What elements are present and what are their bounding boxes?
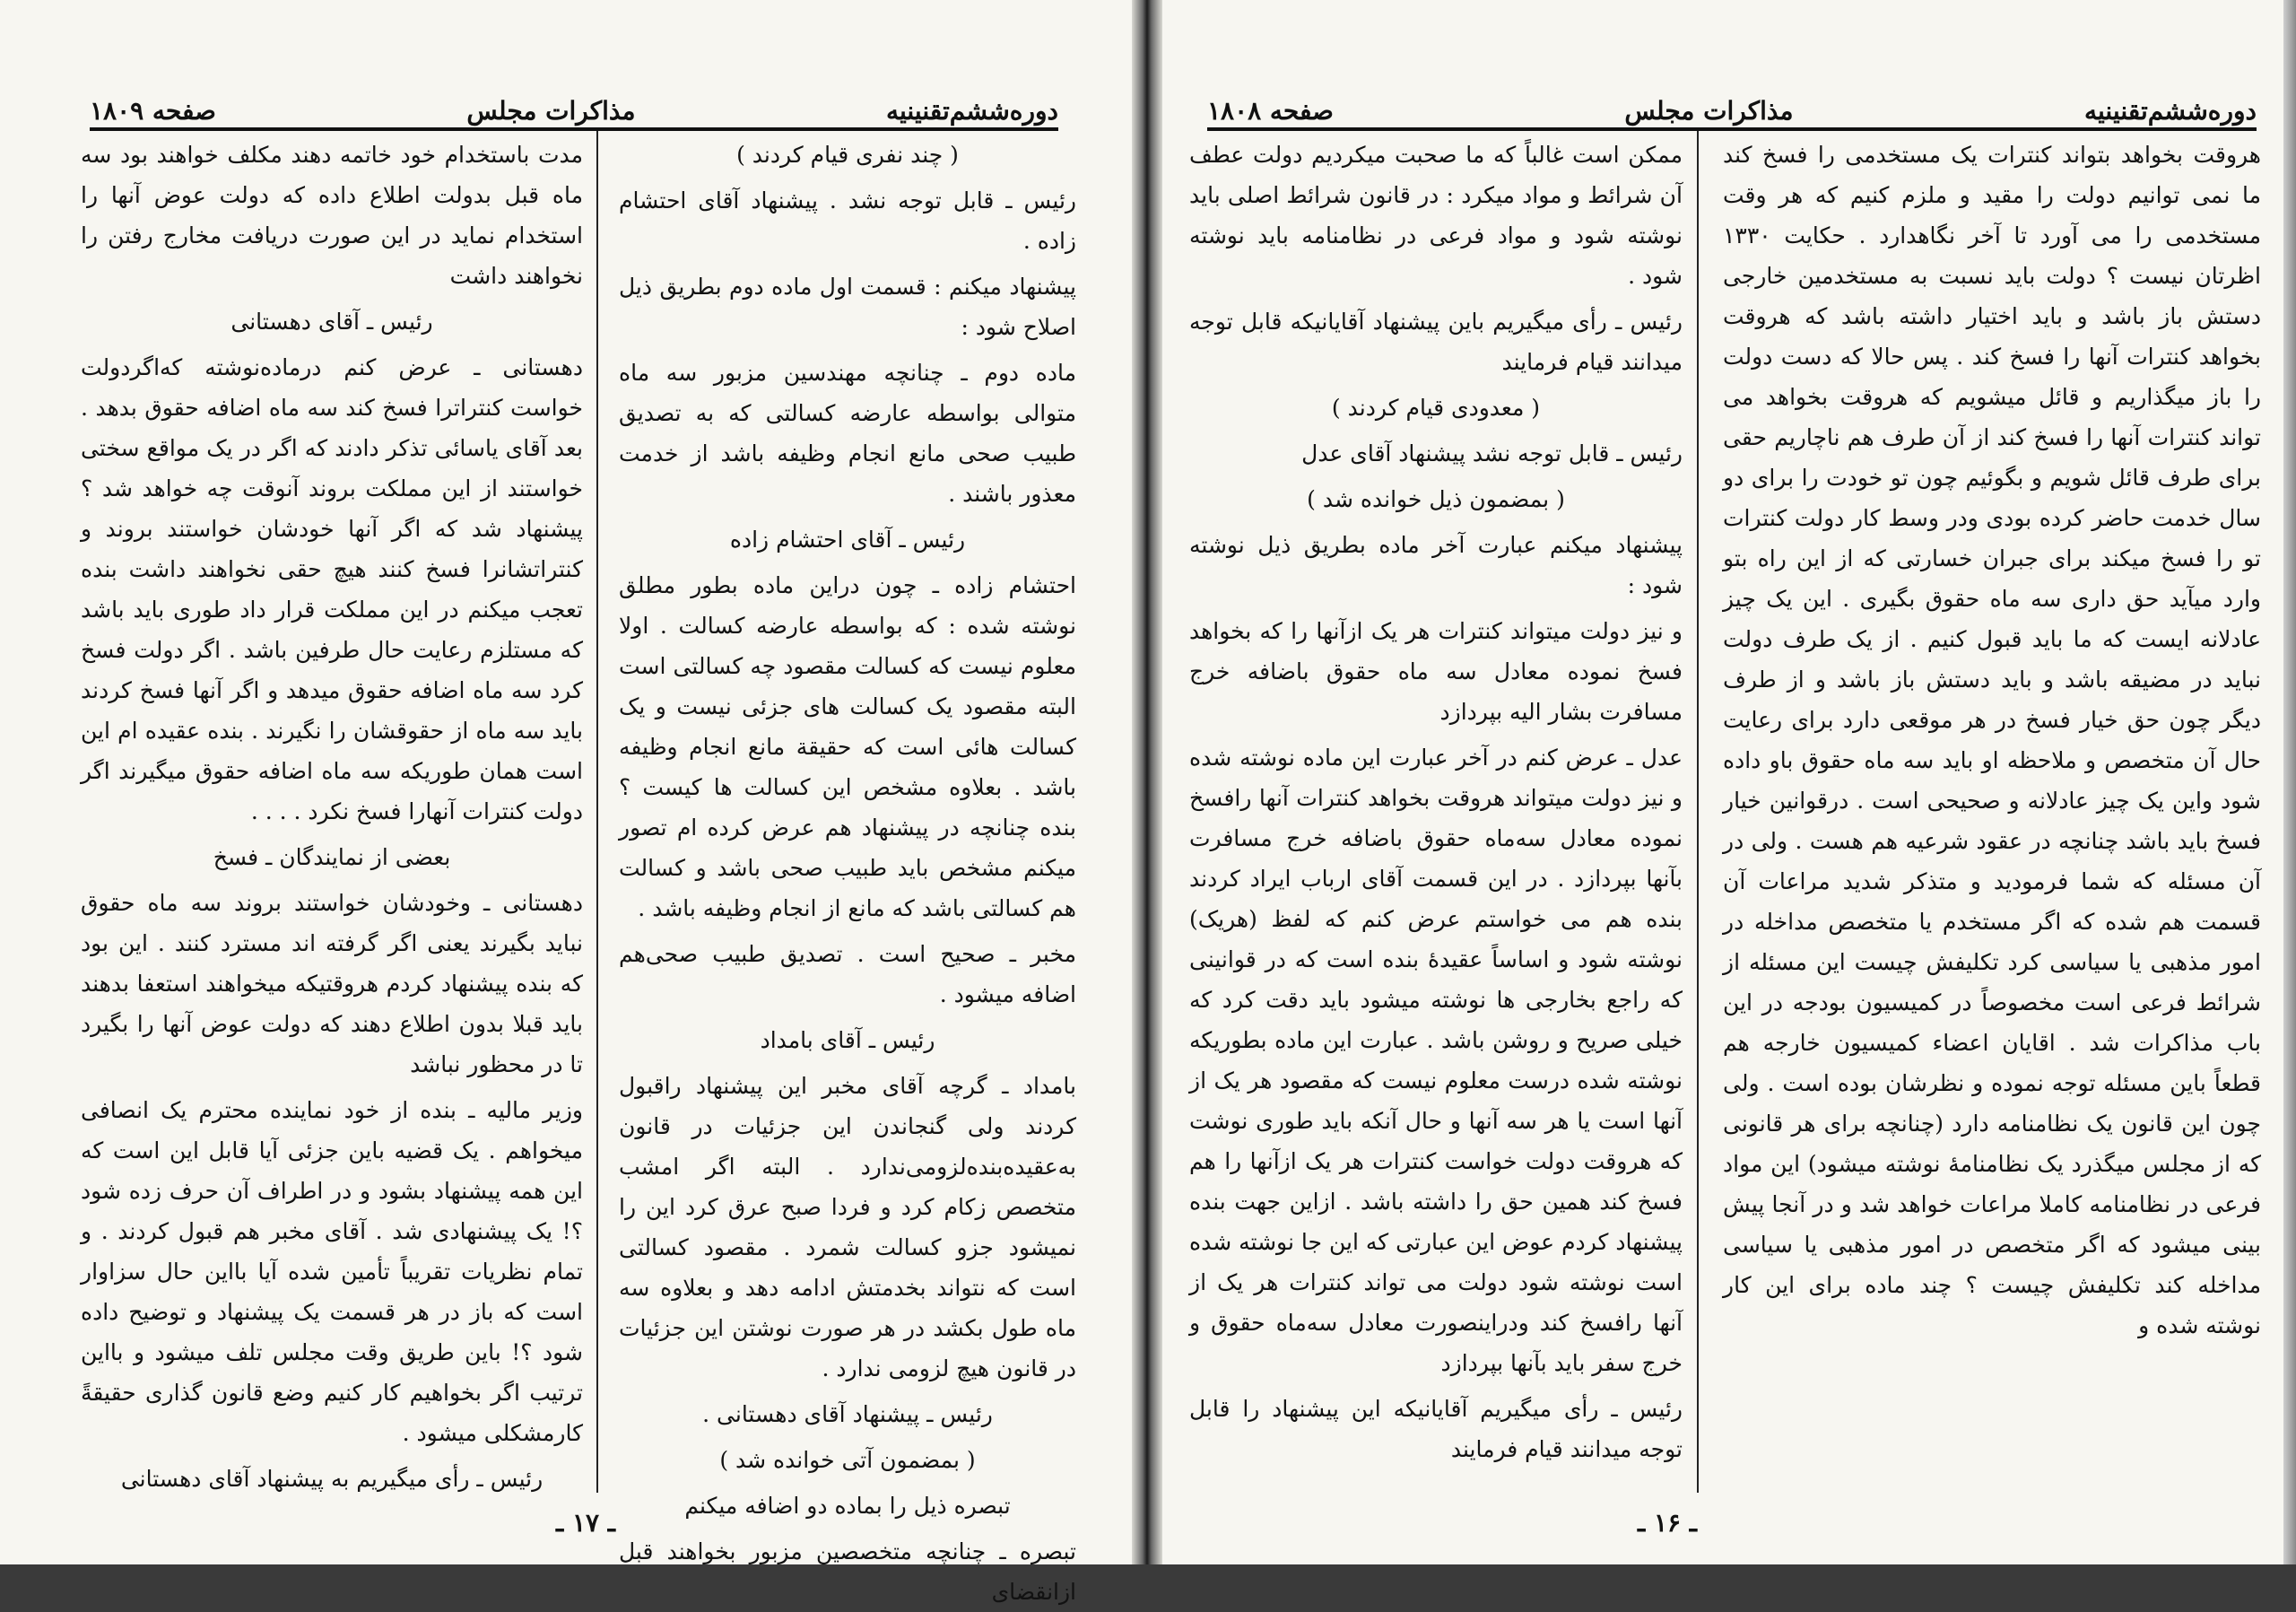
paragraph: رئیس ـ رأی میگیریم آقایانیکه این پیشنهاد را قابل توجه میدانند قیام فرمایند [1189, 1396, 1683, 1462]
left-page-header [90, 54, 1058, 126]
page-edge [2283, 0, 2296, 1564]
paragraph: ممکن است غالباً که ما صحبت میکردیم دولت عطف آن شرائط و مواد میکرد : در قانون شرائط اصلی باید نوشته شود و مواد فرعی در نظامنامه باید نوشته شود . [1189, 142, 1683, 289]
paragraph: احتشام زاده ـ چون دراین ماده بطور مطلق نوشته شده : که بواسطه عارضه کسالت . اولا معلوم نیست که کسالت مقصود چه کسالتی است البته مقصود یک کسالت های جزئی نیست و یک کسالت هائی است که حقیقة مانع انجام وظیفه باشد . بعلاوه مشخص این کسالت ها کیست ؟ بنده چنانچه در پیشنهاد هم عرض کرده ام تصور میکنم مشخص باید طبیب صحی باشد و کسالت هم کسالتی باشد که مانع از انجام وظیفه باشد . [619, 572, 1076, 921]
left-header-title: مذاکرات مجلس [466, 96, 636, 126]
book-gutter [1132, 0, 1162, 1564]
paragraph: پیشنهاد میکنم : قسمت اول ماده دوم بطریق ذیل اصلاح شود : [619, 274, 1076, 340]
paragraph: وزیر مالیه ـ بنده از خود نماینده محترم یک انصافی میخواهم . یک قضیه باین جزئی آیا قابل این است که این همه پیشنهاد بشود و در اطراف آن حرف زده شود ؟! یک پیشنهادی شد . آقای مخبر هم قبول کردند . و تمام نظریات تقریباً تأمین شده آیا بااین حال سزاوار است که باز در هر قسمت یک پیشنهاد و توضیح داده شود ؟! باین طریق وقت مجلس تلف میشود و بااین ترتیب اگر بخواهیم کار کنیم وضع قانون گذاری حقیقةً کارمشکلی میشود . [81, 1097, 583, 1446]
right-page-left-column [1189, 135, 1683, 1484]
paragraph: رئیس ـ قابل توجه نشد پیشنهاد آقای عدل [1301, 440, 1683, 466]
right-page [1162, 0, 2296, 1564]
left-page [0, 0, 1132, 1605]
paragraph: هروقت بخواهد بتواند کنترات یک مستخدمی را فسخ کند ما نمی توانیم دولت را مقید و ملزم کنیم که هر وقت مستخدمی را می آورد تا آخر نگاهدارد . حکایت ۱۳۳۰ اظرتان نیست ؟ دولت باید نسبت به مستخدمین خارجی دستش باز باشد و باید اختیار داشته باشد که هروقت بخواهد کنترات آنها را فسخ کند . پس حالا که دست دولت را باز میگذاریم و قائل میشویم که هروقت بخواهد می تواند کنترات آنها را فسخ کند از آن طرف هم ناچاریم حقی برای طرف قائل شویم و بگوئیم چون تو خودت را برای دو سال خدمت حاضر کرده بودی ودر وسط کار دولت کنترات تو را فسخ میکند برای جبران خسارتی که از این راه بتو وارد میآید حق داری سه ماه حقوق بگیری . این یک چیز عادلانه ایست که ما باید قبول کنیم . از یک طرف دولت نباید در مضیقه باشد و باید دستش باز باشد و از طرف دیگر چون حق خیار فسخ در هر موقعی دارد برای رعایت حال آن متخصص و ملاحظه او باید سه ماه حقوق باو داده شود واین یک چیز عادلانه و صحیحی است . درقوانین خیار فسخ باید باشد چنانچه در عقود شرعیه هم هست . ولی در آن مسئله که شما فرمودید و متذکر شدید مراعات آن قسمت هم شده که اگر مستخدم یا متخصص مداخله در امور مذهبی یا سیاسی کرد تکلیفش چیست این مسئله از شرائط فرعی است مخصوصاً در کمیسیون بودجه در این باب مذاکرات شد . اقایان اعضاء کمیسیون خارجه هم قطعاً باین مسئله توجه نموده و نظرشان بوده است . ولی چون این قانون یک نظامنامه دارد (چنانچه برای هر قانونی که از مجلس میگذرد یک نظامنامهٔ نوشته میشود) این مواد فرعی در نظامنامه کاملا مراعات خواهد شد و در آنجا پیش بینی میشود که اگر متخصص در امور مذهبی یا سیاسی مداخله کند تکلیفش چیست ؟ چند ماده برای این کار نوشته شده و [1723, 142, 2261, 1338]
right-page-header [1207, 54, 2257, 126]
left-header-rule [90, 127, 1058, 131]
paragraph: ماده دوم ـ چنانچه مهندسین مزبور سه ماه متوالی بواسطه عارضه کسالتی که به تصدیق طبیب صحی مانع انجام وظیفه باشد از خدمت معذور باشند . [619, 360, 1076, 507]
paragraph: عدل ـ عرض کنم در آخر عبارت این ماده نوشته شده و نیز دولت میتواند هروقت بخواهد کنترات آنها رافسخ نموده معادل سه‌ماه حقوق باضافه خرج مسافرت بآنها بپردازد . در این قسمت آقای ارباب ایراد کردند بنده هم می خواستم عرض کنم که لفظ (هریک) نوشته شود و اساساً عقیدهٔ بنده است که در قوانینی که راجع بخارجی ها نوشته میشود باید دقت کرد که خیلی صریح و روشن باشد . عبارت این ماده بطوریکه نوشته شده درست معلوم نیست که مقصود هر یک از آنها است یا هر سه آنها و حال آنکه باید طوری نوشت که هروقت دولت خواست کنترات هر یک ازآنها را هم فسخ کند همین حق را داشته باشد . ازاین جهت بنده پیشنهاد کردم عوض این عبارتی که این جا نوشته شده است نوشته شود دولت می تواند کنترات هر یک از آنها رافسخ کند ودراینصورت معادل سه‌ماه حقوق و خرج سفر باید بآنها بپردازد [1189, 745, 1683, 1376]
right-header-volume: دوره‌ششم‌تقنینیه [2083, 96, 2257, 126]
paragraph: دهستانی ـ عرض کنم درماده‌نوشته که‌اگردولت خواست کنتراترا فسخ کند سه ماه اضافه حقوق بدهد . بعد آقای یاسائی تذکر دادند که اگر در یک مواقع سختی خواستند از این مملکت بروند آنوقت چه خواهد شد ؟ پیشنهاد شد که اگر آنها خودشان خواستند بروند و کنتراتشانرا فسخ کنند هیچ حقی نخواهند داشت بنده تعجب میکنم در این مملکت قرار داد طوری باید باشد که مستلزم رعایت حال طرفین باشد . اگر دولت فسخ کرد سه ماه اضافه حقوق میدهد و اگر آنها فسخ کردند باید سه ماه از حقوقشان را نگیرند . بنده عقیده ام این است همان طوریکه سه ماه اضافه حقوق میگیرند اگر دولت کنترات آنهارا فسخ نکرد . . . . [81, 354, 583, 824]
paragraph: تبصره ذیل را بماده دو اضافه میکنم [684, 1493, 1011, 1519]
left-page-right-column [619, 135, 1076, 1605]
right-column-divider [1697, 131, 1699, 1493]
paragraph: رئیس ـ رأی میگیریم به پیشنهاد آقای دهستانی [120, 1466, 544, 1492]
right-page-right-column [1723, 135, 2261, 1484]
right-header-title: مذاکرات مجلس [1624, 96, 1794, 126]
paragraph: و نیز دولت میتواند کنترات هر یک ازآنها را که بخواهد فسخ نموده معادل سه ماه حقوق باضافه خرج مسافرت بشار الیه بپردازد [1189, 618, 1683, 725]
paragraph: بامداد ـ گرچه آقای مخبر این پیشنهاد راقبول کردند ولی گنجاندن این جزئیات در قانون به‌عقیده‌بنده‌لزومی‌ندارد . البته اگر امشب متخصص زکام کرد و فردا صبح عرق کرد این را نمیشود جزو کسالت شمرد . مقصود کسالتی است که نتواند بخدمتش ادامه دهد و بعلاوه سه ماه طول بکشد در هر صورت نوشتن این جزئیات در قانون هیچ لزومی ندارد . [619, 1073, 1076, 1381]
paragraph: پیشنهاد میکنم عبارت آخر ماده بطریق ذیل نوشته شود : [1189, 532, 1683, 598]
paragraph: ( معدودی قیام کردند ) [1331, 395, 1541, 421]
paragraph: ( چند نفری قیام کردند ) [736, 142, 959, 168]
right-header-rule [1207, 127, 2257, 131]
paragraph: بعضی از نمایندگان ـ فسخ [213, 844, 451, 870]
paragraph: رئیس ـ آقای بامداد [760, 1027, 935, 1053]
left-header-page-number: صفحه ۱۸۰۹ [90, 96, 216, 126]
paragraph: رئیس ـ رأی میگیریم باین پیشنهاد آقایانیکه قابل توجه میدانند قیام فرمایند [1189, 309, 1683, 375]
paragraph: مخبر ـ صحیح است . تصدیق طبیب صحی‌هم اضافه میشود . [619, 941, 1076, 1007]
paragraph: رئیس ـ آقای احتشام زاده [729, 527, 966, 553]
paragraph: رئیس ـ آقای دهستانی [230, 309, 433, 335]
right-page-folio: ـ ۱۶ ـ [1638, 1508, 1697, 1538]
left-header-volume: دوره‌ششم‌تقنینیه [885, 96, 1058, 126]
left-page-folio: ـ ۱۷ ـ [556, 1508, 615, 1538]
paragraph: ( بمضمون ذیل خوانده شد ) [1307, 486, 1565, 512]
left-column-divider [596, 131, 598, 1493]
right-header-page-number: صفحه ۱۸۰۸ [1207, 96, 1334, 126]
paragraph: رئیس ـ قابل توجه نشد . پیشنهاد آقای احتشام زاده . [619, 187, 1076, 254]
paragraph: رئیس ـ پیشنهاد آقای دهستانی . [702, 1401, 993, 1427]
paragraph: مدت باستخدام خود خاتمه دهند مکلف خواهند بود سه ماه قبل بدولت اطلاع داده که دولت عوض آنها را استخدام نماید در این صورت دریافت مخارج رفتن را نخواهند داشت [81, 142, 583, 289]
left-page-left-column [81, 135, 583, 1492]
paragraph: دهستانی ـ وخودشان خواستند بروند سه ماه حقوق نباید بگیرند یعنی اگر گرفته اند مسترد کنند . این بود که بنده پیشنهاد کردم هروقتیکه میخواهند استعفا بدهند باید قبلا بدون اطلاع دهند که دولت عوض آنها را بگیرد تا در محظور نباشد [81, 890, 583, 1077]
paragraph: تبصره ـ چنانچه متخصصین مزبور بخواهند قبل ازانقضای [619, 1538, 1076, 1605]
paragraph: ( بمضمون آتی خوانده شد ) [719, 1447, 976, 1473]
